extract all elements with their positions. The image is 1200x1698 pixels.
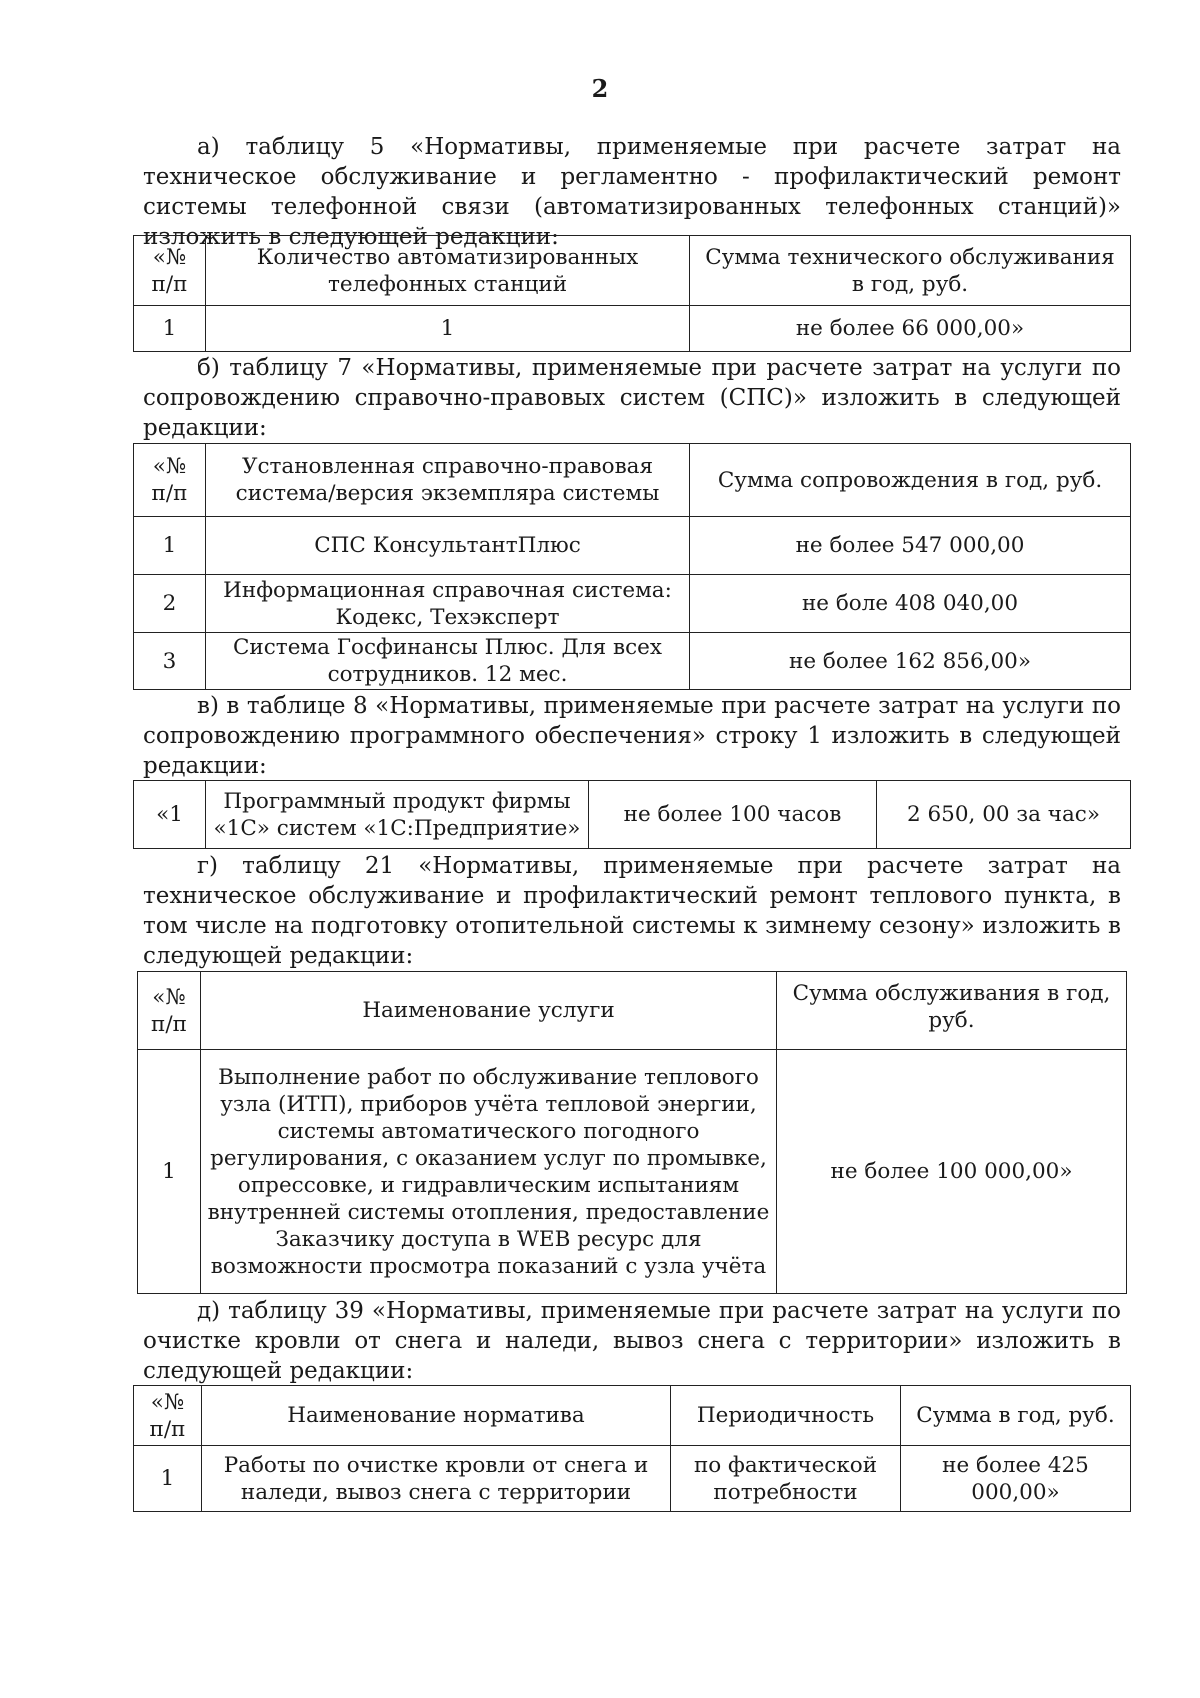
table-cell: 2 [134,575,206,633]
header-cell: Количество автоматизированных телефонных станций [206,236,690,306]
table-row [134,517,1131,575]
header-cell: Периодичность [671,1386,901,1446]
table-cell: не более 547 000,00 [690,517,1131,575]
table-cell: 1 [134,517,206,575]
header-cell: «№ п/п [134,1386,202,1446]
table-cell: не более 425 000,00» [901,1446,1131,1512]
table-cell: не боле 408 040,00 [690,575,1131,633]
section-d-paragraph [143,1296,1121,1386]
table-cell: СПС КонсультантПлюс [206,517,690,575]
table-5 [133,235,1131,352]
table-row [134,633,1131,690]
table-cell: Программный продукт фирмы «1С» систем «1С:Предприятие» [206,781,589,849]
header-cell: Сумма в год, руб. [901,1386,1131,1446]
table-cell: 1 [134,306,206,352]
section-a-paragraph [143,132,1121,252]
section-b-paragraph [143,353,1121,443]
section-d-text: д) таблицу 39 «Нормативы, применяемые при расчете затрат на услуги по очистке кровли от снега и наледи, вывоз снега с территории» изложить в следующей редакции: [143,1298,1121,1384]
table-cell: Выполнение работ по обслуживание теплового узла (ИТП), приборов учёта тепловой энергии, системы автоматического погодного регулирования, с оказанием услуг по промывке, опрессовке, и гидравлическим испытаниям внутренней системы отопления, предоставление Заказчику доступа в WEB ресурс для возможности просмотра показаний с узла учёта [201,1050,777,1294]
header-cell: Сумма технического обслуживания в год, руб. [690,236,1131,306]
table-row [134,575,1131,633]
table-row [134,1446,1131,1512]
table-cell: не более 66 000,00» [690,306,1131,352]
table-21 [137,971,1127,1294]
table-cell: Работы по очистке кровли от снега и наледи, вывоз снега с территории [202,1446,671,1512]
section-g-text: г) таблицу 21 «Нормативы, применяемые при расчете затрат на техническое обслуживание и профилактический ремонт теплового пункта, в том числе на подготовку отопительной системы к зимнему сезону» изложить в следующей редакции: [143,853,1121,969]
section-b-text: б) таблицу 7 «Нормативы, применяемые при расчете затрат на услуги по сопровождению справочно-правовых систем (СПС)» изложить в следующей редакции: [143,355,1121,441]
table-cell: 1 [134,1446,202,1512]
header-cell: Наименование услуги [201,972,777,1050]
header-cell: «№ п/п [138,972,201,1050]
table-cell: «1 [134,781,206,849]
section-v-text: в) в таблице 8 «Нормативы, применяемые при расчете затрат на услуги по сопровождению программного обеспечения» строку 1 изложить в следующей редакции: [143,693,1121,779]
table-header-row [138,972,1127,1050]
header-cell: «№ п/п [134,236,206,306]
table-cell: не более 162 856,00» [690,633,1131,690]
table-cell: 1 [206,306,690,352]
table-7 [133,443,1131,690]
table-8-row [133,780,1131,849]
table-cell: Информационная справочная система: Кодекс, Техэксперт [206,575,690,633]
table-header-row [134,444,1131,517]
header-cell: Сумма обслуживания в год, руб. [777,972,1127,1050]
table-39 [133,1385,1131,1512]
section-g-paragraph [143,851,1121,971]
table-row [134,306,1131,352]
table-cell: по фактической потребности [671,1446,901,1512]
table-cell: 1 [138,1050,201,1294]
table-cell: Система Госфинансы Плюс. Для всех сотрудников. 12 мес. [206,633,690,690]
table-cell: 2 650, 00 за час» [877,781,1131,849]
table-cell: 3 [134,633,206,690]
table-header-row [134,236,1131,306]
section-v-paragraph [143,691,1121,781]
table-header-row [134,1386,1131,1446]
table-cell: не более 100 часов [589,781,877,849]
header-cell: «№ п/п [134,444,206,517]
header-cell: Сумма сопровождения в год, руб. [690,444,1131,517]
table-row [134,781,1131,849]
header-cell: Наименование норматива [202,1386,671,1446]
section-a-text: а) таблицу 5 «Нормативы, применяемые при расчете затрат на техническое обслуживание и регламентно - профилактический ремонт системы телефонной связи (автоматизированных телефонных станций)» изложить в следующей редакции: [143,134,1121,250]
page-number: 2 [591,74,609,103]
header-cell: Установленная справочно-правовая система/версия экземпляра системы [206,444,690,517]
table-cell: не более 100 000,00» [777,1050,1127,1294]
table-row [138,1050,1127,1294]
